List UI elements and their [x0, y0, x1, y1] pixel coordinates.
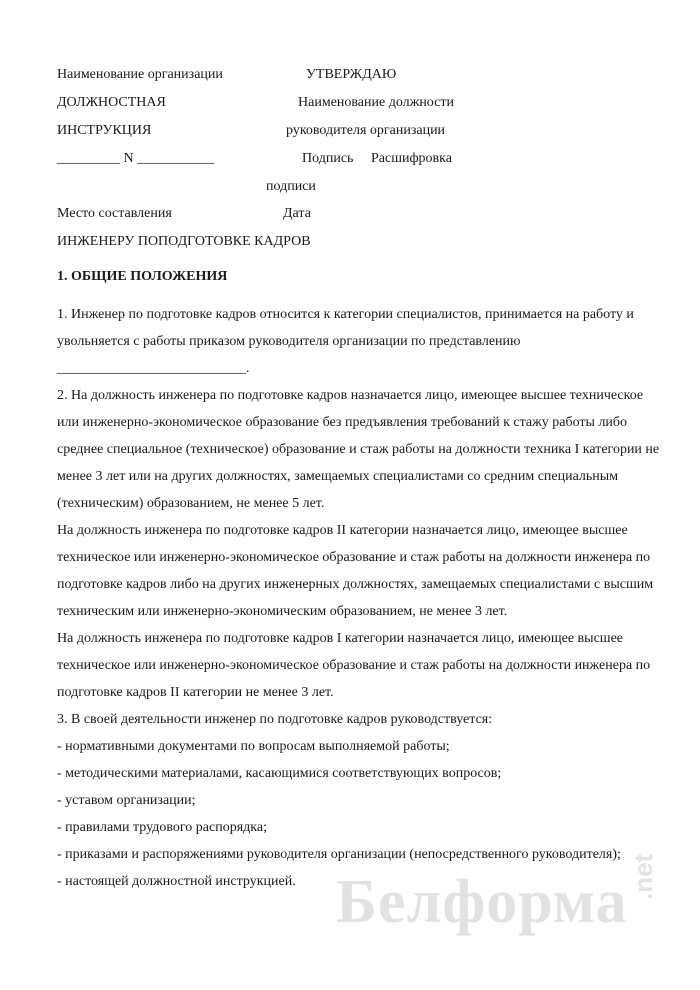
body-line: 1. Инженер по подготовке кадров относится к категории специалистов, принимается на работу и	[57, 307, 634, 322]
section-heading: 1. ОБЩИЕ ПОЛОЖЕНИЯ	[57, 269, 228, 284]
doc-type-line-1: ДОЛЖНОСТНАЯ	[57, 95, 166, 110]
list-item: - настоящей должностной инструкцией.	[57, 874, 296, 889]
approve-stamp: УТВЕРЖДАЮ	[306, 67, 397, 82]
doc-type-line-2: ИНСТРУКЦИЯ	[57, 123, 152, 138]
signature-sub-label: подписи	[266, 179, 316, 194]
watermark-logo	[336, 853, 666, 942]
body-line: менее 3 лет или на других должностях, замещаемых специалистами со средним специальным	[57, 469, 619, 484]
doc-number-field: _________ N ___________	[57, 151, 215, 166]
body-line: (техническим) образованием, не менее 5 лет.	[57, 496, 325, 511]
place-label: Место составления	[57, 206, 172, 221]
body-line: или инженерно-экономическое образование без предъявления требований к стажу работы либо	[57, 415, 628, 430]
decoding-label: Расшифровка	[371, 151, 452, 166]
body-line: На должность инженера по подготовке кадров II категории назначается лицо, имеющее высшее	[57, 523, 628, 538]
body-line: На должность инженера по подготовке кадров I категории назначается лицо, имеющее высшее	[57, 631, 623, 646]
list-item: - правилами трудового распорядка;	[57, 820, 267, 835]
list-item: - нормативными документами по вопросам выполняемой работы;	[57, 739, 450, 754]
body-line: 2. На должность инженера по подготовке кадров назначается лицо, имеющее высшее техническое	[57, 388, 644, 403]
body-line: ___________________________.	[57, 361, 250, 376]
date-label: Дата	[283, 206, 311, 221]
position-title-label: Наименование должности	[298, 95, 454, 110]
list-item: - уставом организации;	[57, 793, 196, 808]
body-line: увольняется с работы приказом руководителя организации по представлению	[57, 334, 521, 349]
org-name-label: Наименование организации	[57, 67, 223, 82]
doc-subject: ИНЖЕНЕРУ ПОПОДГОТОВКЕ КАДРОВ	[57, 234, 311, 249]
body-line: среднее специальное (техническое) образование и стаж работы на должности техника I категории не	[57, 442, 660, 457]
body-line: 3. В своей деятельности инженер по подготовке кадров руководствуется:	[57, 712, 493, 727]
body-line: подготовке кадров II категории не менее 3 лет.	[57, 685, 334, 700]
body-line: подготовке кадров либо на других инженерных должностях, замещаемых специалистами с высшим	[57, 577, 654, 592]
list-item: - методическими материалами, касающимися соответствующих вопросов;	[57, 766, 502, 781]
body-line: техническое или инженерно-экономическое образование и стаж работы на должности инженера по	[57, 658, 651, 673]
watermark-brand: Белформа	[336, 868, 628, 936]
signature-label: Подпись	[302, 151, 354, 166]
list-item: - приказами и распоряжениями руководителя организации (непосредственного руководителя);	[57, 847, 621, 862]
head-of-org-label: руководителя организации	[286, 123, 446, 138]
watermark-domain: .net	[628, 853, 658, 900]
body-line: техническое или инженерно-экономическое образование и стаж работы на должности инженера по	[57, 550, 651, 565]
body-line: техническим или инженерно-экономическим образованием, не менее 3 лет.	[57, 604, 508, 619]
